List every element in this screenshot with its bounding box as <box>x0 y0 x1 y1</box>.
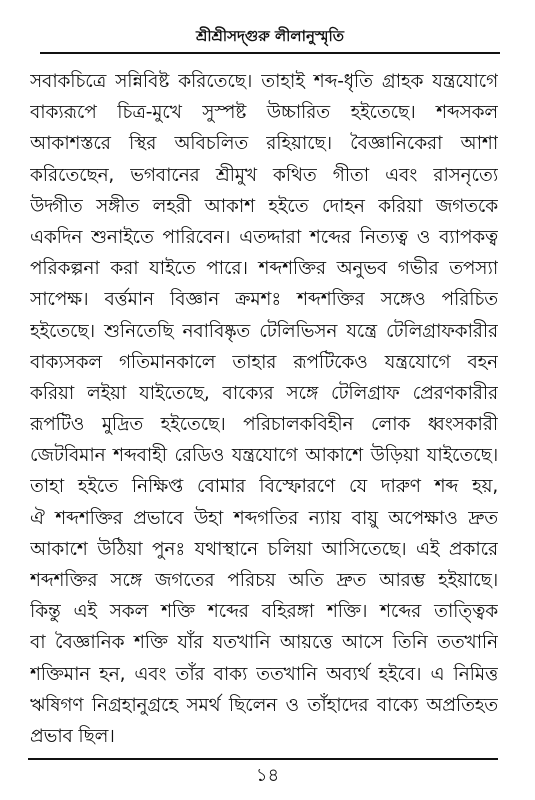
text-line: ঐ শব্দশক্তির প্রভাবে উহা শব্দগতির ন্যায় বায়ু অপেক্ষাও দ্রুত <box>30 507 498 529</box>
text-line: বা বৈজ্ঞানিক শক্তি যাঁর যতখানি আয়ত্তে আসে তিনি ততখানি <box>30 632 498 654</box>
text-line: শব্দশক্তির সঙ্গে জগতের পরিচয় অতি দ্রুত আরম্ভ হইয়াছে। <box>30 570 498 591</box>
text-line: জেটবিমান শব্দবাহী রেডিও যন্ত্রযোগে আকাশে উড়িয়া যাইতেছে। <box>30 445 498 467</box>
text-line: রূপটিও মুদ্রিত হইতেছে। পরিচালকবিহীন লোক ধ্বংসকারী <box>30 414 498 436</box>
page-number: ১৪ <box>255 765 280 786</box>
header-rule <box>40 52 500 54</box>
text-line: শক্তিমান হন, এবং তাঁর বাক্য ততখানি অব্যর্থ হইবে। এ নিমিত্ত <box>30 663 498 685</box>
text-line: উদ্গীত সঙ্গীত লহরী আকাশ হইতে দোহন করিয়া জগতকে <box>30 195 498 217</box>
text-line: প্রভাব ছিল। <box>30 725 115 747</box>
body-text <box>30 66 498 752</box>
running-header: শ্রীশ্রীসদ্‌গুরু লীলানুস্মৃতি <box>195 27 345 45</box>
text-line: পরিকল্পনা করা যাইতে পারে। শব্দশক্তির অনুভব গভীর তপস্যা <box>30 258 498 280</box>
text-line: হইতেছে। শুনিতেছি নবাবিষ্কৃত টেলিভিসন যন্ত্রে টেলিগ্রাফকারীর <box>30 320 498 342</box>
text-line: সবাকচিত্রে সন্নিবিষ্ট করিতেছে। তাহাই শব্দ-ধৃতি গ্রাহক যন্ত্রযোগে <box>30 71 498 92</box>
text-line: একদিন শুনাইতে পারিবেন। এতদ্দারা শব্দের নিত্যত্ব ও ব্যাপকত্ব <box>30 226 498 248</box>
text-line: আকাশস্তরে স্থির অবিচলিত রহিয়াছে। বৈজ্ঞানিকেরা আশা <box>30 133 498 155</box>
text-line: আকাশে উঠিয়া পুনঃ যথাস্থানে চলিয়া আসিতেছে। এই প্রকারে <box>30 538 498 560</box>
text-line: সাপেক্ষ। বর্ত্তমান বিজ্ঞান ক্রমশঃ শব্দশক্তির সঙ্গেও পরিচিত <box>30 289 498 311</box>
text-line: করিতেছেন, ভগবানের শ্রীমুখ কথিত গীতা এবং রাসনৃত্যে <box>30 164 498 186</box>
footer-rule <box>28 758 498 760</box>
text-line: তাহা হইতে নিক্ষিপ্ত বোমার বিস্ফোরণে যে দারুণ শব্দ হয়, <box>30 476 498 498</box>
text-line: বাক্যরূপে চিত্র-মুখে সুস্পষ্ট উচ্চারিত হইতেছে। শব্দসকল <box>30 102 498 124</box>
text-line: করিয়া লইয়া যাইতেছে, বাক্যের সঙ্গে টেলিগ্রাফ প্রেরণকারীর <box>30 382 498 404</box>
text-line: কিন্তু এই সকল শক্তি শব্দের বহিরঙ্গা শক্তি। শব্দের তাত্ত্বিক <box>30 601 498 623</box>
text-line: বাক্যসকল গতিমানকালে তাহার রূপটিকেও যন্ত্রযোগে বহন <box>30 351 498 373</box>
text-line: ঋষিগণ নিগ্রহানুগ্রহে সমর্থ ছিলেন ও তাঁহাদের বাক্যে অপ্রতিহত <box>30 694 498 716</box>
